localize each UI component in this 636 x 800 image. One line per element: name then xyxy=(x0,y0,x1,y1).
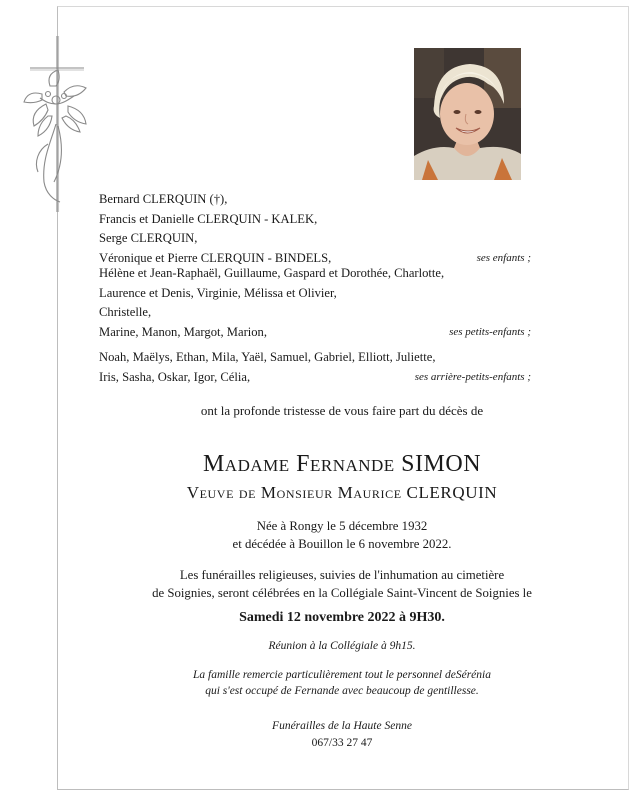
funeral-line-1: Les funérailles religieuses, suivies de l'inhumation au cimetière xyxy=(179,568,505,582)
list-item-text: Marine, Manon, Margot, Marion, xyxy=(99,324,268,339)
list-item xyxy=(99,323,531,343)
list-item: Serge CLERQUIN, xyxy=(99,231,198,245)
grandchildren-relation: ses petits-enfants ; xyxy=(449,325,531,338)
cross-with-lilies-icon xyxy=(12,34,102,214)
children-list xyxy=(99,190,531,268)
thanks-line-1: La famille remercie particulièrement tout le personnel deSérénia xyxy=(193,669,491,681)
grandchildren-list xyxy=(99,264,531,342)
undertaker-phone: 067/33 27 47 xyxy=(311,737,373,749)
list-item: Noah, Maëlys, Ethan, Mila, Yaël, Samuel, Gabriel, Elliott, Juliette, xyxy=(99,350,436,364)
undertaker-info xyxy=(57,718,627,752)
list-item: Hélène et Jean-Raphaël, Guillaume, Gaspard et Dorothée, Charlotte, xyxy=(99,266,445,280)
intro-text: ont la profonde tristesse de vous faire part du décès de xyxy=(200,403,484,418)
thanks-line-2: qui s'est occupé de Fernande avec beaucoup de gentillesse. xyxy=(205,685,479,697)
widow-line: Veuve de Monsieur Maurice CLERQUIN xyxy=(186,483,498,502)
list-item xyxy=(99,368,531,388)
meeting-info: Réunion à la Collégiale à 9h15. xyxy=(268,640,416,652)
portrait-photo xyxy=(414,48,521,180)
deceased-name: Madame Fernande SIMON xyxy=(202,451,482,477)
list-item: Laurence et Denis, Virginie, Mélissa et Olivier, xyxy=(99,285,337,300)
funeral-date: Samedi 12 novembre 2022 à 9H30. xyxy=(239,610,445,625)
birth-line: Née à Rongy le 5 décembre 1932 xyxy=(256,519,428,533)
list-item: Christelle, xyxy=(99,305,152,319)
list-item-text: Iris, Sasha, Oskar, Igor, Célia, xyxy=(99,369,251,384)
undertaker-name: Funérailles de la Haute Senne xyxy=(272,720,412,732)
death-line: et décédée à Bouillon le 6 novembre 2022. xyxy=(232,537,452,551)
thanks-note xyxy=(57,667,627,699)
list-item-text: Véronique et Pierre CLERQUIN - BINDELS, xyxy=(99,250,332,265)
birth-death-info xyxy=(57,517,627,553)
children-relation: ses enfants ; xyxy=(476,251,531,264)
portrait-image xyxy=(414,48,521,180)
funeral-info xyxy=(57,566,627,602)
great-grandchildren-list xyxy=(99,348,531,387)
list-item: Francis et Danielle CLERQUIN - KALEK, xyxy=(99,211,318,226)
great-grandchildren-relation: ses arrière-petits-enfants ; xyxy=(414,370,531,383)
list-item: Bernard CLERQUIN (†), xyxy=(99,192,228,206)
funeral-line-2: de Soignies, seront célébrées en la Collégiale Saint-Vincent de Soignies le xyxy=(152,586,532,600)
